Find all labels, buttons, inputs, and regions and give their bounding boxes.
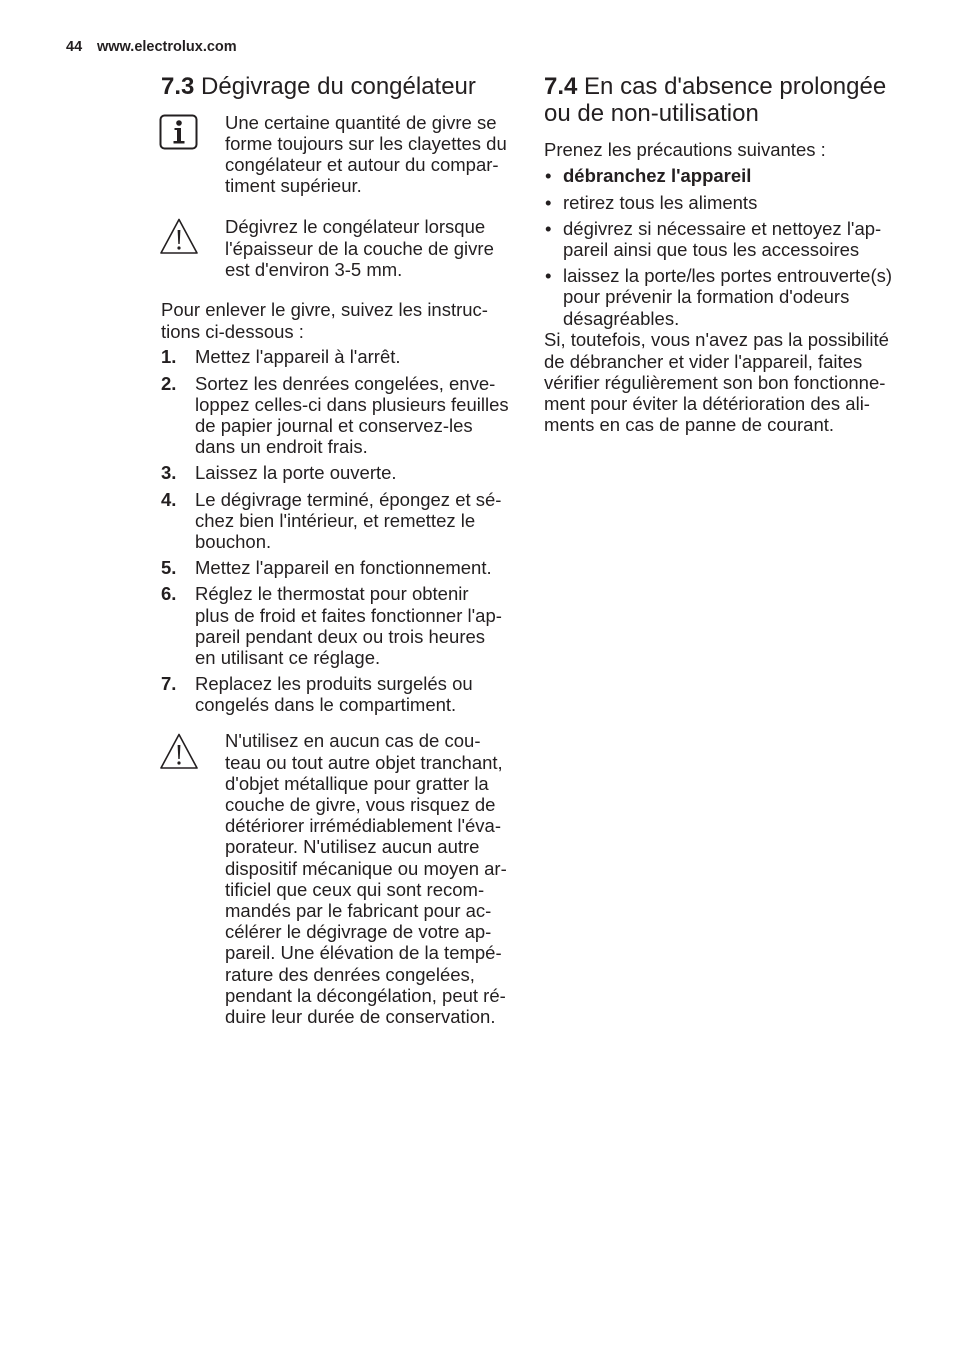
- warning-note-tools: N'utilisez en aucun cas de cou- teau ou tout autre objet tranchant, d'objet métallique pour gratter la couche de givre, vous risquez de détériorer irrémédiablement l'éva- porateur. N'utilisez aucun autre dispositif mécanique ou moyen ar- tificiel que ceux qui sont recom- mandés par le fabricant pour ac- célérer le dégivrage de votre ap- pareil. Une élévation de la tempé- rature des denrées congelées, pendant la décongélation, peut ré- duire leur durée de conservation.: [225, 730, 507, 1028]
- step-number: 2.: [161, 372, 177, 394]
- list-item: [544, 218, 892, 260]
- list-item: [161, 373, 509, 458]
- step-number: 4.: [161, 488, 177, 510]
- warning-icon: [159, 217, 199, 256]
- step-number: 6.: [161, 583, 177, 605]
- section-number: 7.4: [544, 72, 578, 100]
- step-number: 5.: [161, 557, 177, 579]
- step-text: Sortez les denrées congelées, enve- loppez celles-ci dans plusieurs feuilles de papier journal et conservez-les dans un endroit frais.: [195, 372, 509, 458]
- step-text: Le dégivrage terminé, épongez et sé- chez bien l'intérieur, et remettez le bouchon.: [195, 488, 502, 553]
- bullet-mark: •: [545, 217, 552, 239]
- precautions-intro: Prenez les précautions suivantes :: [544, 139, 826, 161]
- step-text: Mettez l'appareil en fonctionnement.: [195, 557, 492, 579]
- bullet-mark: •: [545, 265, 552, 287]
- warning-note-thickness: Dégivrez le congélateur lorsque l'épaisseur de la couche de givre est d'environ 3-5 mm.: [225, 216, 494, 280]
- step-text: Mettez l'appareil à l'arrêt.: [195, 346, 401, 368]
- list-item: [544, 165, 892, 186]
- step-number: 1.: [161, 346, 177, 368]
- step-text: Laissez la porte ouverte.: [195, 462, 397, 484]
- power-failure-note: Si, toutefois, vous n'avez pas la possibilité de débrancher et vider l'appareil, faites vérifier régulièrement son bon fonctionne- ment pour éviter la détérioration des ali- ments en cas de panne de courant.: [544, 329, 889, 436]
- info-icon: [159, 114, 199, 151]
- section-title: Dégivrage du congélateur: [201, 72, 476, 100]
- step-number: 7.: [161, 673, 177, 695]
- section-heading-7-4: [544, 73, 886, 127]
- bullet-text: retirez tous les aliments: [563, 191, 758, 213]
- list-item: [544, 265, 892, 329]
- list-item: [544, 192, 892, 213]
- section-number: 7.3: [161, 72, 195, 100]
- bullet-mark: •: [545, 165, 552, 187]
- list-item: [161, 462, 509, 483]
- bullet-text: débranchez l'appareil: [563, 165, 752, 187]
- defrost-intro: Pour enlever le givre, suivez les instruc- tions ci-dessous :: [161, 299, 488, 342]
- bullet-text: laissez la porte/les portes entrouverte(s) pour prévenir la formation d'odeurs désagréables.: [563, 265, 893, 329]
- page-number: 44: [66, 38, 83, 55]
- section-heading-7-3: [161, 73, 476, 100]
- info-note: Une certaine quantité de givre se forme toujours sur les clayettes du congélateur et autour du compar- timent supérieur.: [225, 111, 507, 197]
- bullet-mark: •: [545, 191, 552, 213]
- step-text: Réglez le thermostat pour obtenir plus de froid et faites fonctionner l'ap- pareil pendant deux ou trois heures en utilisant ce réglage.: [195, 583, 502, 669]
- list-item: [161, 346, 509, 367]
- precautions-list: [544, 165, 892, 333]
- step-text: Replacez les produits surgelés ou congelés dans le compartiment.: [195, 673, 473, 716]
- list-item: [161, 583, 509, 668]
- website-url: www.electrolux.com: [97, 38, 237, 55]
- list-item: [161, 489, 509, 553]
- warning-icon: [159, 732, 199, 771]
- bullet-text: dégivrez si nécessaire et nettoyez l'ap- pareil ainsi que tous les accessoires: [563, 217, 882, 260]
- step-number: 3.: [161, 462, 177, 484]
- section-title: En cas d'absence prolongée ou de non-utilisation: [544, 72, 887, 127]
- defrost-steps-list: [161, 346, 509, 720]
- list-item: [161, 673, 509, 715]
- list-item: [161, 557, 509, 578]
